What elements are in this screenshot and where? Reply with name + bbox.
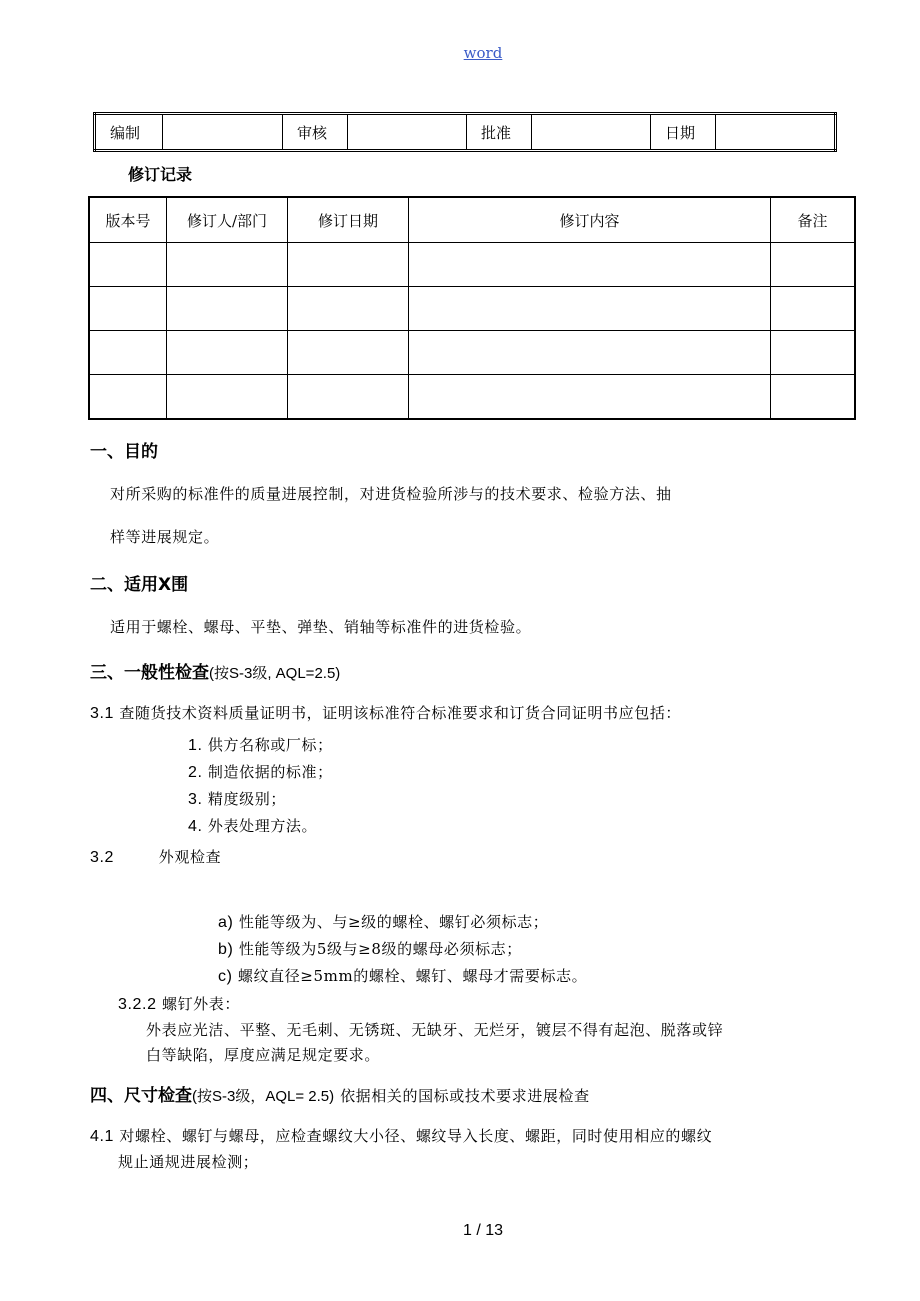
compile-label: 编制 [95, 114, 163, 151]
list-item: b) 性能等级为5级与≥8级的螺母必须标志； [218, 940, 522, 958]
section-1-line-1: 对所采购的标准件的质量进展控制，对进货检验所涉与的技术要求、检验方法、抽 [110, 485, 672, 503]
list-item: 1. 供方名称或厂标； [188, 736, 333, 754]
list-item: 2. 制造依据的标准； [188, 763, 333, 781]
col-remark: 备注 [771, 197, 856, 243]
date-value [716, 114, 836, 151]
date-label: 日期 [651, 114, 716, 151]
item-3-1-text: 查随货技术资料质量证明书，证明该标准符合标准要求和订货合同证明书应包括： [119, 704, 682, 722]
list-item: 3. 精度级别； [188, 790, 286, 808]
section-1-heading: 一、目的 [90, 442, 158, 462]
col-version: 版本号 [89, 197, 167, 243]
review-value [348, 114, 467, 151]
item-3-1 [90, 702, 681, 723]
page-number: 1 / 13 [462, 1222, 504, 1239]
header-link[interactable]: word [463, 44, 503, 62]
item-3-2-2-text: 螺钉外表： [161, 995, 240, 1013]
section-2-heading: 二、适用X围 [90, 575, 189, 595]
revision-header-row [89, 197, 855, 243]
table-row [89, 375, 855, 420]
list-item: a) 性能等级为、与≥级的螺栓、螺钉必须标志； [218, 913, 549, 931]
col-rev-content: 修订内容 [409, 197, 771, 243]
section-3-title: 三、一般性检查 [90, 663, 209, 683]
item-3-2 [90, 846, 221, 867]
col-reviser: 修订人/部门 [167, 197, 288, 243]
list-item: 4. 外表处理方法。 [188, 817, 318, 835]
approval-table [93, 112, 837, 152]
item-3-2-2-line-1: 外表应光洁、平整、无毛刺、无锈斑、无缺牙、无烂牙，镀层不得有起泡、脱落或锌 [146, 1021, 724, 1039]
review-label: 审核 [283, 114, 348, 151]
revision-table [88, 196, 856, 420]
table-row [89, 287, 855, 331]
table-row [89, 331, 855, 375]
table-row [89, 243, 855, 287]
item-3-2-2 [118, 993, 240, 1014]
item-3-2-text: 外观检查 [158, 848, 222, 866]
item-4-1-number: 4.1 [90, 1128, 115, 1145]
list-item: c) 螺纹直径≥5mm的螺栓、螺钉、螺母才需要标志。 [218, 967, 588, 985]
item-3-1-number: 3.1 [90, 705, 115, 722]
col-rev-date: 修订日期 [288, 197, 409, 243]
item-4-1-line-2: 规止通规进展检测； [118, 1153, 259, 1171]
section-4-note: (按S-3级，AQL= 2.5) [192, 1088, 335, 1105]
section-4-title: 四、尺寸检查 [90, 1086, 192, 1106]
item-3-2-number: 3.2 [90, 849, 115, 866]
section-3-heading [90, 658, 340, 683]
section-4-heading [90, 1081, 590, 1106]
item-4-1 [90, 1125, 712, 1146]
section-2-text: 适用于螺栓、螺母、平垫、弹垫、销轴等标准件的进货检验。 [110, 618, 532, 636]
revision-title: 修订记录 [128, 165, 193, 184]
item-4-1-text: 对螺栓、螺钉与螺母，应检查螺纹大小径、螺纹导入长度、螺距，同时使用相应的螺纹 [119, 1127, 713, 1145]
approve-value [532, 114, 651, 151]
compile-value [163, 114, 283, 151]
section-1-line-2: 样等进展规定。 [110, 528, 220, 546]
item-3-2-2-line-2: 白等缺陷，厚度应满足规定要求。 [146, 1046, 381, 1064]
section-4-tail: 依据相关的国标或技术要求进展检查 [340, 1087, 590, 1105]
section-3-note: (按S-3级, AQL=2.5) [209, 665, 341, 682]
item-3-2-2-number: 3.2.2 [118, 996, 157, 1013]
approve-label: 批准 [467, 114, 532, 151]
